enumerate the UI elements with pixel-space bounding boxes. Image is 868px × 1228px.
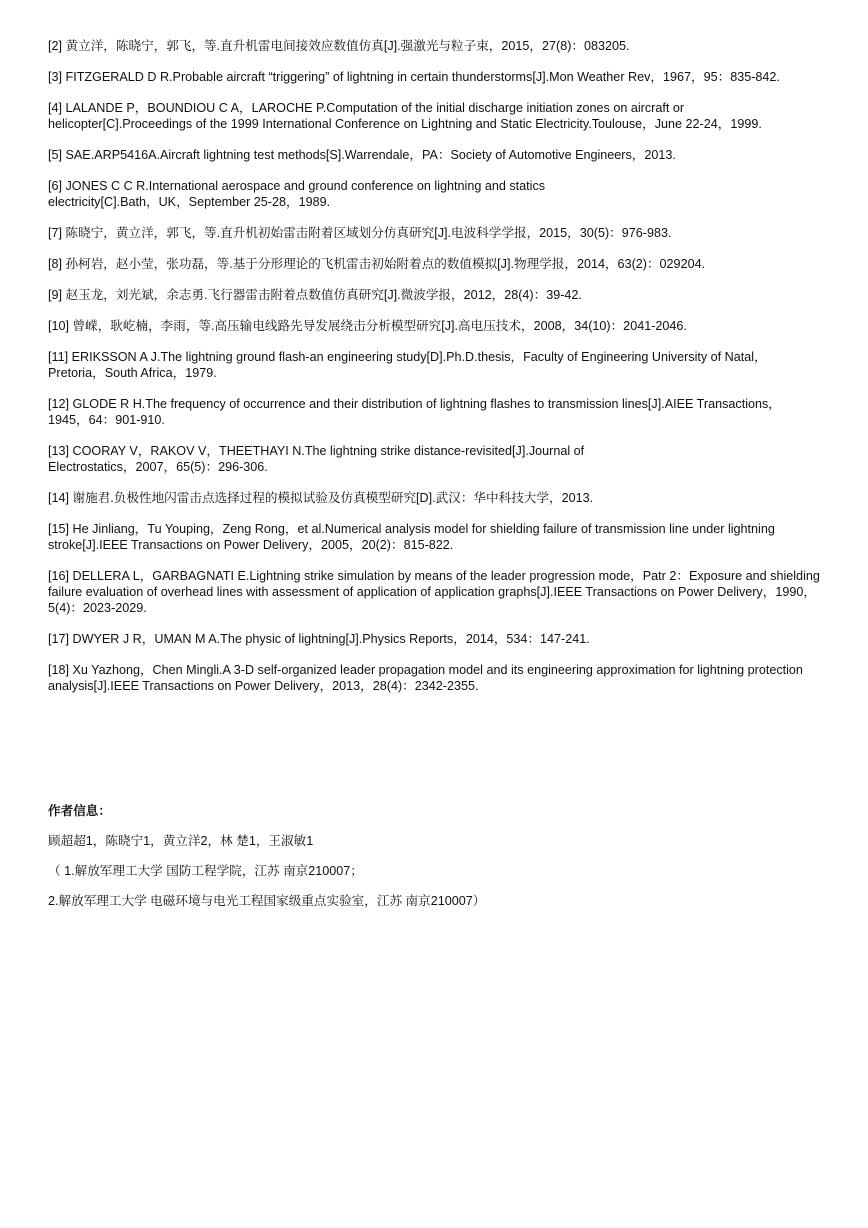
reference-item: [16] DELLERA L，GARBAGNATI E.Lightning strike simulation by means of the leader progression mode，Patr 2：Exposure and shielding failure evaluation of overhead lines with assessment of application of application graphs[J].IEEE Transactions on Power Delivery，1990，5(4)：2023-2029. [48, 569, 824, 615]
reference-item: [3] FITZGERALD D R.Probable aircraft “triggering” of lightning in certain thunderstorms[J].Mon Weather Rev，1967，95：835-842. [48, 70, 780, 84]
affiliation-2: 2.解放军理工大学 电磁环境与电光工程国家级重点实验室，江苏 南京210007） [48, 894, 486, 908]
reference-item: [7] 陈晓宁，黄立洋，郭飞，等.直升机初始雷击附着区域划分仿真研究[J].电波科学学报，2015，30(5)：976-983. [48, 226, 672, 240]
reference-item: [15] He Jinliang，Tu Youping，Zeng Rong，et al.Numerical analysis model for shielding failure of transmission line under lightning stroke[J].IEEE Transactions on Power Delivery，2005，20(2)：815-822. [48, 522, 779, 552]
reference-item: [9] 赵玉龙，刘光斌，余志勇.飞行器雷击附着点数值仿真研究[J].微波学报，2012，28(4)：39-42. [48, 288, 582, 302]
reference-item: [12] GLODE R H.The frequency of occurrence and their distribution of lightning flashes to transmission lines[J].AIEE Transactions，1945，64：901-910. [48, 397, 781, 427]
reference-item: [2] 黄立洋，陈晓宁，郭飞，等.直升机雷电间接效应数值仿真[J].强激光与粒子束，2015，27(8)：083205. [48, 39, 630, 53]
reference-item: [4] LALANDE P，BOUNDIOU C A，LAROCHE P.Computation of the initial discharge initiation zones on aircraft or helicopter[C].Proceedings of the 1999 International Conference on Lightning and Static Electricity.Toulouse，June 22-24，1999. [48, 101, 762, 131]
author-names: 顾超超1，陈晓宁1，黄立洋2，林 楚1，王淑敏1 [48, 834, 314, 848]
affiliation-1: （ 1.解放军理工大学 国防工程学院，江苏 南京210007； [48, 864, 363, 878]
reference-list [48, 38, 824, 709]
reference-item: [18] Xu Yazhong，Chen Mingli.A 3-D self-organized leader propagation model and its engineering approximation for lightning protection analysis[J].IEEE Transactions on Power Delivery，2013，28(4)：2342-2355. [48, 663, 807, 693]
reference-item: [5] SAE.ARP5416A.Aircraft lightning test methods[S].Warrendale，PA：Society of Automotive Engineers，2013. [48, 148, 676, 162]
author-info-heading: 作者信息： [48, 804, 111, 818]
reference-item: [14] 谢施君.负极性地闪雷击点选择过程的模拟试验及仿真模型研究[D].武汉：华中科技大学，2013. [48, 491, 594, 505]
reference-item: [10] 曾嵘，耿屹楠，李雨，等.高压输电线路先导发展绕击分析模型研究[J].高电压技术，2008，34(10)：2041-2046. [48, 319, 687, 333]
reference-item: [11] ERIKSSON A J.The lightning ground flash-an engineering study[D].Ph.D.thesis，Faculty of Engineering University of Natal，Pretoria，South Africa，1979. [48, 350, 767, 380]
reference-item: [17] DWYER J R，UMAN M A.The physic of lightning[J].Physics Reports，2014，534：147-241. [48, 632, 590, 646]
reference-item: [6] JONES C C R.International aerospace and ground conference on lightning and statics electricity[C].Bath，UK，September 25-28，1989. [48, 179, 546, 209]
reference-item: [13] COORAY V，RAKOV V，THEETHAYI N.The lightning strike distance-revisited[J].Journal of Electrostatics，2007，65(5)：296-306. [48, 444, 585, 474]
author-info-section [48, 803, 820, 923]
reference-item: [8] 孙柯岩，赵小莹，张功磊，等.基于分形理论的飞机雷击初始附着点的数值模拟[J].物理学报，2014，63(2)：029204. [48, 257, 706, 271]
